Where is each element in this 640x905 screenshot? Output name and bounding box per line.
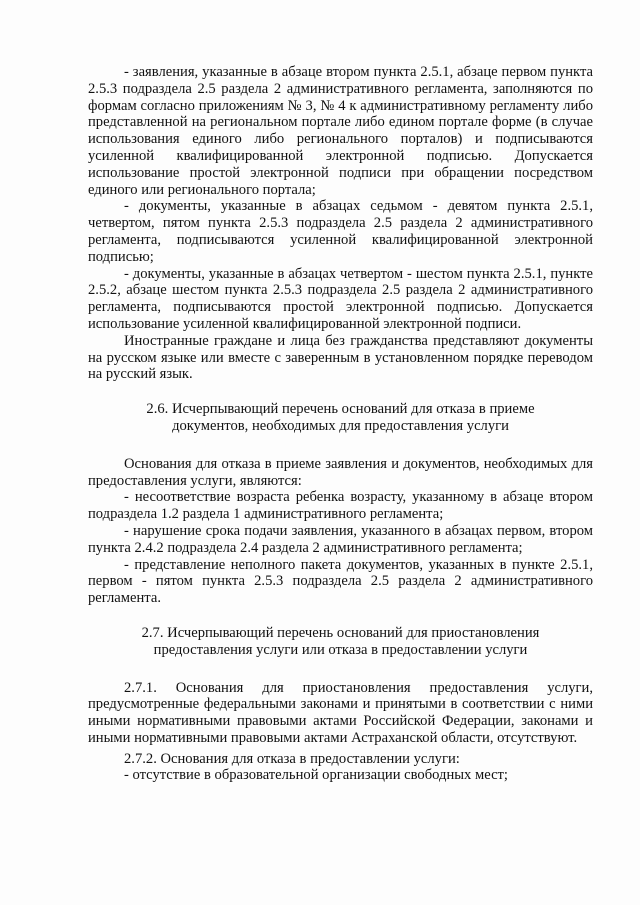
paragraph-2-7-2: 2.7.2. Основания для отказа в предоставлении услуги: (124, 750, 460, 767)
list-item-no-vacancies: - отсутствие в образовательной организации свободных мест; (124, 767, 508, 784)
paragraph-foreign-citizens: Иностранные граждане и лица без гражданства представляют документы на русском языке или вместе с заверенным в установленном порядке переводом на русский язык. (88, 332, 593, 383)
list-item-incomplete-package: - представление неполного пакета документов, указанных в пункте 2.5.1, первом - пятом пункта 2.5.3 подраздела 2.5 раздела 2 административного регламента. (88, 556, 593, 607)
paragraph-applications-forms: - заявления, указанные в абзаце втором пункта 2.5.1, абзаце первом пункта 2.5.3 подраздела 2.5 раздела 2 административного регламента, заполняются по формам согласно приложениям № 3, № 4 к административному регламенту либо представленной на региональном портале либо едином портале форме (в случае использования единого либо регионального порталов) и подписываются усиленной квалифицированной электронной подписью. Допускается использование простой электронной подписи при обращении посредством единого или регионального портала; (88, 64, 593, 198)
list-item-age-mismatch: - несоответствие возраста ребенка возрасту, указанному в абзаце втором подраздела 1.2 раздела 1 административного регламента; (88, 489, 593, 523)
section-heading-2-6: 2.6. Исчерпывающий перечень оснований для отказа в приеме документов, необходимых для предоставления услуги (146, 401, 535, 434)
paragraph-refusal-grounds-intro: Основания для отказа в приеме заявления и документов, необходимых для предоставления услуги, являются: (88, 455, 593, 489)
list-item-deadline-violation: - нарушение срока подачи заявления, указанного в абзацах первом, втором пункта 2.4.2 подраздела 2.4 раздела 2 административного регламента; (88, 522, 593, 556)
paragraph-documents-simple-signature: - документы, указанные в абзацах четвертом - шестом пункта 2.5.1, пункте 2.5.2, абзаце шестом пункта 2.5.3 подраздела 2.5 раздела 2 административного регламента, подписываются простой электронной подписью. Допускается использование усиленной квалифицированной электронной подписи. (88, 265, 593, 332)
paragraph-documents-qualified-signature: - документы, указанные в абзацах седьмом - девятом пункта 2.5.1, четвертом, пятом пункта 2.5.3 подраздела 2.5 раздела 2 административного регламента, подписываются усиленной квалифицированной электронной подписью; (88, 198, 593, 265)
paragraph-2-7-1: 2.7.1. Основания для приостановления предоставления услуги, предусмотренные федеральными законами и принятыми в соответствии с ними иными нормативными правовыми актами Российской Федерации, законами и иными нормативными правовыми актами Астраханской области, отсутствуют. (88, 679, 593, 746)
section-heading-2-7: 2.7. Исчерпывающий перечень оснований для приостановления предоставления услуги или отказа в предоставлении услуги (141, 624, 540, 658)
document-body (88, 64, 593, 784)
